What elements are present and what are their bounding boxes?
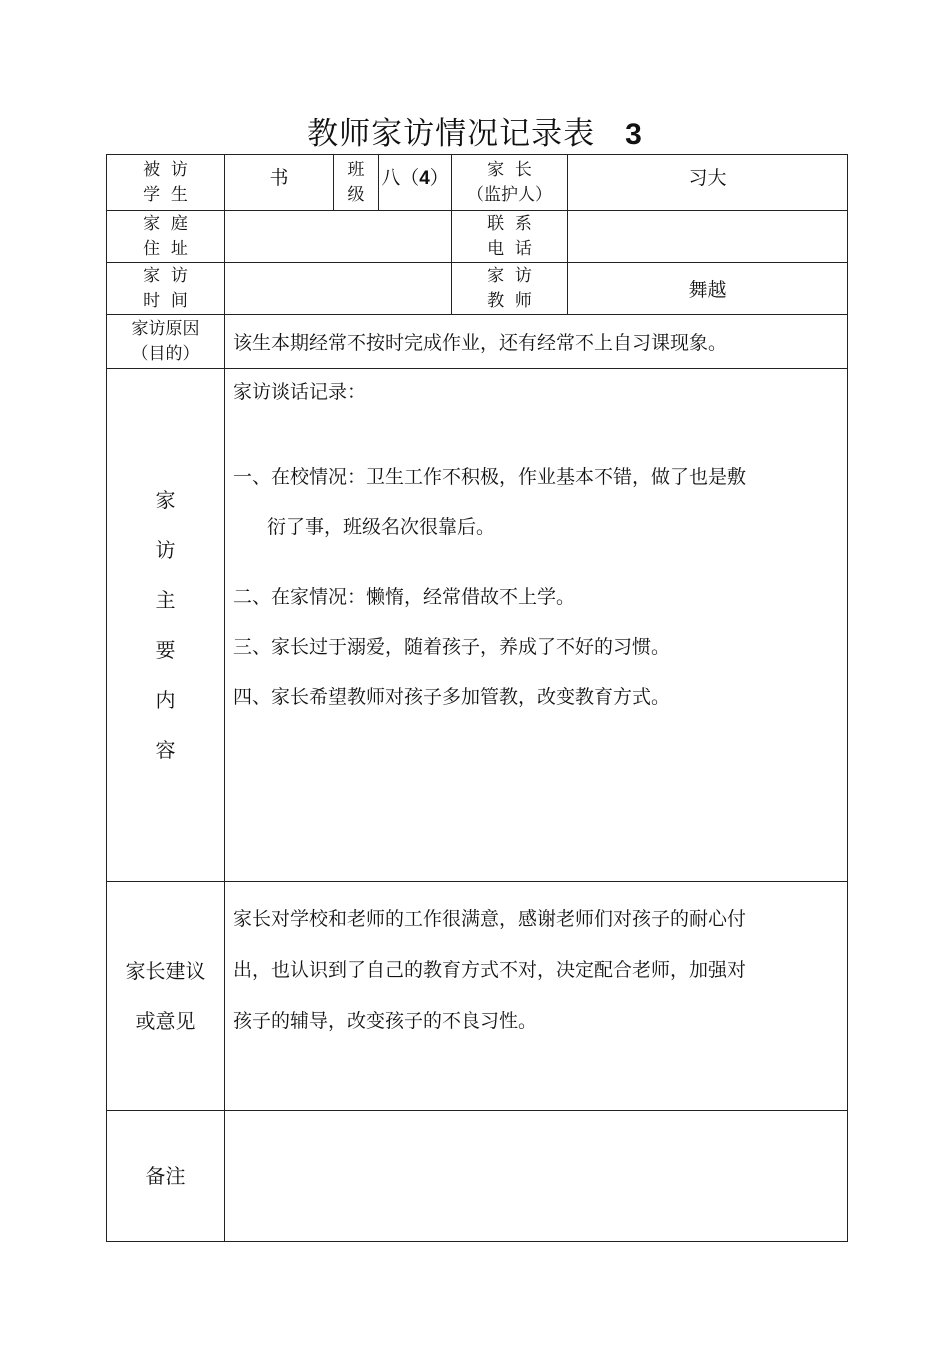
item-home-situation: 二、在家情况：懒惰，经常借故不上学。 — [233, 586, 576, 608]
parent-suggestion-row — [107, 882, 848, 1111]
phone-label — [452, 211, 568, 263]
phone-label-line2: 电 话 — [487, 238, 532, 259]
phone-label-line1: 联 系 — [487, 213, 532, 234]
class-label-line2: 级 — [347, 184, 365, 205]
parent-label — [452, 155, 568, 211]
student-name-text: 书 — [269, 167, 289, 189]
class-label-line1: 班 — [347, 159, 365, 180]
main-content-label-char: 家 — [155, 488, 176, 512]
parent-suggestion-line: 家长对学校和老师的工作很满意，感谢老师们对孩子的耐心付 — [233, 908, 747, 930]
parent-suggestion-label — [107, 882, 225, 1111]
visit-time-label-line1: 家 访 — [143, 265, 188, 286]
address-value — [225, 211, 452, 263]
address-label-line2: 住 址 — [143, 238, 188, 259]
main-content-label-char: 要 — [155, 638, 176, 662]
address-label — [107, 211, 225, 263]
remarks-value — [225, 1111, 848, 1242]
parent-suggestion-text — [225, 882, 848, 1111]
parent-label-line2: （监护人） — [467, 184, 552, 205]
visit-time-value — [225, 263, 452, 315]
title-number: 3 — [625, 118, 643, 151]
class-value — [379, 155, 452, 211]
remarks-label — [107, 1111, 225, 1242]
remarks-row — [107, 1111, 848, 1242]
phone-value — [568, 211, 848, 263]
remarks-label-text: 备注 — [145, 1164, 186, 1188]
reason-text: 该生本期经常不按时完成作业，还有经常不上自习课现象。 — [225, 315, 848, 369]
address-label-line1: 家 庭 — [143, 213, 188, 234]
main-content-label-char: 主 — [155, 588, 176, 612]
parent-suggestion-label-line1: 家长建议 — [125, 959, 206, 983]
item-parent-hope: 四、家长希望教师对孩子多加管教，改变教育方式。 — [233, 686, 671, 708]
main-content-row — [107, 369, 848, 882]
title-text: 教师家访情况记录表 — [307, 116, 596, 152]
main-content-label — [107, 369, 225, 882]
parent-suggestion-line: 孩子的辅导，改变孩子的不良习性。 — [233, 1010, 538, 1032]
student-label-line2: 学 生 — [143, 184, 188, 205]
address-row — [107, 211, 848, 263]
visit-time-label-line2: 时 间 — [143, 290, 188, 311]
student-label — [107, 155, 225, 211]
class-suffix: ） — [429, 167, 449, 189]
visit-teacher-label-line1: 家 访 — [487, 265, 532, 286]
class-label — [334, 155, 379, 211]
class-prefix: 八（ — [381, 167, 420, 189]
reason-label-line1: 家访原因 — [131, 318, 200, 339]
parent-suggestion-line: 出，也认识到了自己的教育方式不对，决定配合老师，加强对 — [233, 959, 747, 981]
item-parent-spoiling: 三、家长过于溺爱，随着孩子，养成了不好的习惯。 — [233, 636, 671, 658]
page-title — [0, 108, 950, 153]
parent-name-text: 习大 — [688, 167, 727, 189]
item-school-situation-cont: 衍了事，班级名次很靠后。 — [267, 516, 496, 538]
student-label-line1: 被 访 — [143, 159, 188, 180]
student-row — [107, 155, 848, 211]
reason-row — [107, 315, 848, 369]
visit-time-label — [107, 263, 225, 315]
visit-teacher-name — [568, 263, 848, 315]
visit-teacher-name-text: 舞越 — [688, 279, 727, 301]
main-content-body — [225, 369, 848, 882]
main-content-label-char: 容 — [155, 738, 176, 762]
item-school-situation: 一、在校情况：卫生工作不积极，作业基本不错，做了也是敷 — [233, 466, 747, 488]
student-name — [225, 155, 334, 211]
parent-label-line1: 家 长 — [487, 159, 532, 180]
reason-label-line2: （目的） — [131, 343, 200, 364]
class-number: 4 — [419, 168, 430, 189]
visit-record-table — [106, 154, 848, 1242]
time-row — [107, 263, 848, 315]
parent-name — [568, 155, 848, 211]
visit-teacher-label — [452, 263, 568, 315]
main-content-label-char: 内 — [155, 688, 176, 712]
main-content-label-char: 访 — [155, 538, 176, 562]
talk-record-heading: 家访谈话记录： — [233, 381, 367, 403]
visit-teacher-label-line2: 教 师 — [487, 290, 532, 311]
reason-label — [107, 315, 225, 369]
parent-suggestion-label-line2: 或意见 — [135, 1009, 196, 1033]
